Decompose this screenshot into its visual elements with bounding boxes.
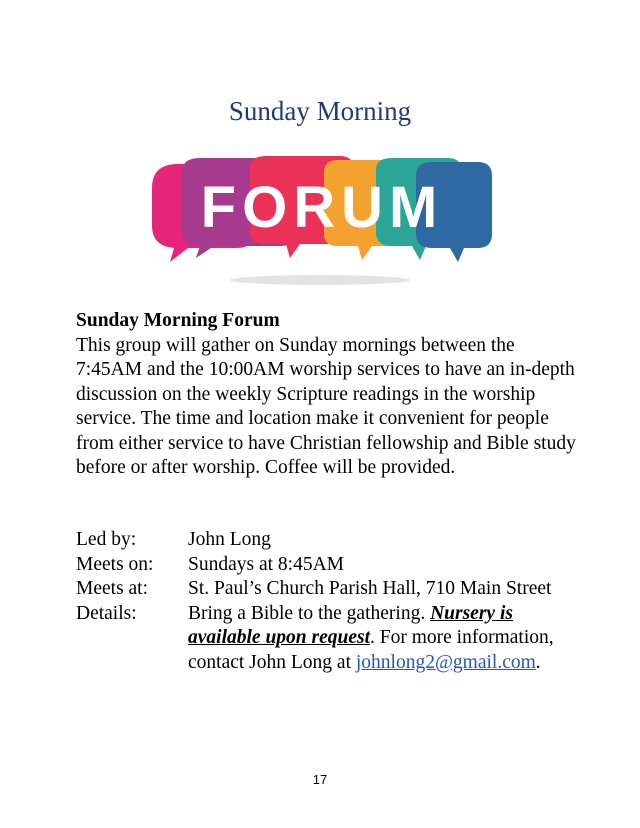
article-body: This group will gather on Sunday mornings between the 7:45AM and the 10:00AM worship services to have an in-depth discussion on the weekly Scripture readings in the worship service. The time and location make it convenient for people from either service to have Christian fellowship and Bible study before or after worship. Coffee will be provided. [76, 334, 576, 478]
nursery-note: Nursery is available upon request [188, 602, 513, 648]
logo-text: FORUM [200, 175, 444, 240]
details-text-2: . For more information, contact John Long at [188, 627, 554, 673]
page-heading: Sunday Morning [228, 96, 412, 126]
led-by-label: Led by: [76, 529, 137, 550]
led-by-row [76, 528, 576, 553]
article-title: Sunday Morning Forum [76, 310, 280, 331]
forum-logo [140, 150, 500, 290]
details-value [188, 602, 558, 676]
page-number: 17 [312, 772, 328, 787]
forum-article [76, 309, 576, 481]
led-by-value: John Long [188, 529, 271, 550]
details-table [76, 528, 576, 675]
meets-at-value: St. Paul’s Church Parish Hall, 710 Main Street [188, 578, 552, 599]
details-row [76, 602, 576, 676]
logo-shadow [230, 275, 410, 285]
details-text-1: Bring a Bible to the gathering. [188, 602, 431, 624]
meets-on-label: Meets on: [76, 553, 154, 575]
meets-on-row [76, 553, 576, 578]
details-end: . [535, 651, 541, 673]
meets-on-value: Sundays at 8:45AM [188, 553, 344, 575]
meets-at-row [76, 577, 576, 602]
meets-at-label: Meets at: [76, 578, 149, 599]
email-link[interactable]: johnlong2@gmail.com [355, 651, 536, 673]
details-label: Details: [76, 602, 137, 624]
